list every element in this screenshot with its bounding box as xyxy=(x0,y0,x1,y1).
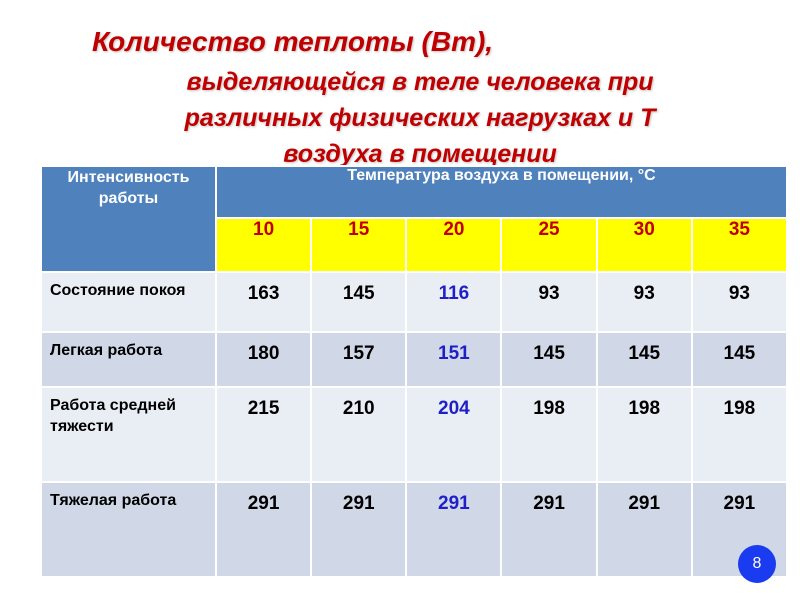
table-row xyxy=(41,272,787,332)
title-line-4: воздуха в помещении xyxy=(283,140,557,166)
table-cell: 198 xyxy=(597,387,692,482)
row-label: Работа средней тяжести xyxy=(41,387,216,482)
table-cell: 145 xyxy=(311,272,406,332)
table-cell: 291 xyxy=(406,482,501,577)
table-cell: 204 xyxy=(406,387,501,482)
table-cell: 145 xyxy=(501,332,596,387)
table-cell: 291 xyxy=(216,482,311,577)
table-cell: 145 xyxy=(692,332,787,387)
table-cell: 93 xyxy=(597,272,692,332)
temperature-cell: 35 xyxy=(692,218,787,272)
temperature-cell: 20 xyxy=(406,218,501,272)
temperature-cell: 15 xyxy=(311,218,406,272)
column-group-header: Температура воздуха в помещении, °С xyxy=(216,166,787,218)
table-cell: 116 xyxy=(406,272,501,332)
table-cell: 210 xyxy=(311,387,406,482)
table-cell: 93 xyxy=(501,272,596,332)
table-cell: 198 xyxy=(501,387,596,482)
temperature-cell: 10 xyxy=(216,218,311,272)
table-row xyxy=(41,387,787,482)
temperature-cell: 30 xyxy=(597,218,692,272)
table-cell: 93 xyxy=(692,272,787,332)
table-cell: 198 xyxy=(692,387,787,482)
row-label: Легкая работа xyxy=(41,332,216,387)
table-cell: 151 xyxy=(406,332,501,387)
table-cell: 291 xyxy=(692,482,787,577)
table-cell: 291 xyxy=(311,482,406,577)
table-cell: 291 xyxy=(501,482,596,577)
temperature-cell: 25 xyxy=(501,218,596,272)
title-line-1: Количество теплоты (Вт), xyxy=(92,26,494,57)
page-number-badge: 8 xyxy=(738,545,776,583)
table-row xyxy=(41,332,787,387)
title-line-2: выделяющейся в теле человека при xyxy=(186,68,654,96)
table-row xyxy=(41,482,787,577)
table-cell: 157 xyxy=(311,332,406,387)
row-label: Состояние покоя xyxy=(41,272,216,332)
table-cell: 145 xyxy=(597,332,692,387)
row-header-label: Интенсивность работы xyxy=(41,166,216,272)
table-cell: 291 xyxy=(597,482,692,577)
table-cell: 163 xyxy=(216,272,311,332)
title-line-3: различных физических нагрузках и Т xyxy=(184,104,656,132)
table-cell: 215 xyxy=(216,387,311,482)
slide-title xyxy=(80,26,760,166)
table-header-row xyxy=(41,166,787,218)
heat-output-table xyxy=(40,165,788,578)
row-label: Тяжелая работа xyxy=(41,482,216,577)
table-cell: 180 xyxy=(216,332,311,387)
